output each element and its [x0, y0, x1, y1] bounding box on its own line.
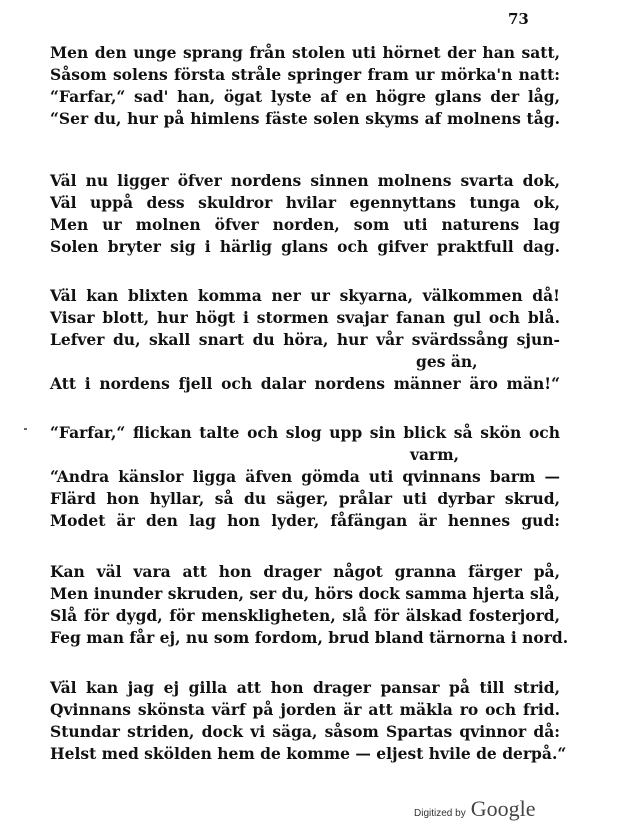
- stanza: [50, 285, 560, 395]
- verse-line: “Farfar,“ flickan talte och slog upp sin blick så skön och: [50, 423, 560, 442]
- verse-line: Qvinnans skönsta värf på jorden är att mäkla ro och frid.: [50, 700, 560, 719]
- verse-line: “Andra känslor ligga äfven gömda uti qvinnans barm —: [50, 467, 560, 486]
- verse-line-continuation: varm,: [410, 445, 460, 464]
- verse-line: Men den unge sprang från stolen uti hörnet der han satt,: [50, 43, 560, 62]
- verse-line: Men ur molnen öfver norden, som uti naturens lag: [50, 215, 560, 234]
- stanza: [50, 677, 567, 765]
- digitized-by-footer: [414, 796, 535, 822]
- verse-line: “Farfar,“ sad' han, ögat lyste af en högre glans der låg,: [50, 87, 560, 106]
- google-logo: Google: [470, 796, 536, 821]
- stanza: [50, 170, 560, 258]
- verse-line: Stundar striden, dock vi säga, såsom Spartas qvinnor då:: [50, 722, 560, 741]
- verse-line: Väl kan blixten komma ner ur skyarna, välkommen då!: [50, 286, 560, 305]
- verse-line: Modet är den lag hon lyder, fåfängan är hennes gud:: [50, 511, 560, 530]
- verse-line: Väl nu ligger öfver nordens sinnen molnens svarta dok,: [50, 171, 560, 190]
- verse-line-continuation: ges än,: [416, 352, 478, 371]
- verse-line: Feg man får ej, nu som fordom, brud bland tärnorna i nord.: [50, 628, 569, 647]
- stanza: [50, 42, 560, 130]
- verse-line: Solen bryter sig i härlig glans och gifver praktfull dag.: [50, 237, 560, 256]
- verse-line: Väl kan jag ej gilla att hon drager pansar på till strid,: [50, 678, 560, 697]
- verse-line: Men inunder skruden, ser du, hörs dock samma hjerta slå,: [50, 584, 560, 603]
- digitized-label: Digitized by: [414, 808, 466, 819]
- verse-line: Väl uppå dess skuldror hvilar egennyttans tunga ok,: [50, 193, 560, 212]
- stanza: [50, 561, 569, 649]
- margin-mark: [24, 428, 27, 430]
- verse-line: Att i nordens fjell och dalar nordens männer äro män!“: [50, 374, 560, 393]
- verse-line: Kan väl vara att hon drager något granna färger på,: [50, 562, 560, 581]
- verse-line: Flärd hon hyllar, så du säger, prålar uti dyrbar skrud,: [50, 489, 560, 508]
- verse-line: Visar blott, hur högt i stormen svajar fanan gul och blå.: [50, 308, 560, 327]
- verse-line: Helst med skölden hem de komme — eljest hvile de derpå.“: [50, 744, 567, 763]
- verse-line: Slå för dygd, för menskligheten, slå för älskad fosterjord,: [50, 606, 560, 625]
- verse-line: “Ser du, hur på himlens fäste solen skyms af molnens tåg.: [50, 109, 560, 128]
- verse-line: Såsom solens första stråle springer fram ur mörka'n natt:: [50, 65, 560, 84]
- page-number: 73: [508, 10, 529, 28]
- verse-line: Lefver du, skall snart du höra, hur vår svärdssång sjun-: [50, 330, 560, 349]
- stanza: [50, 422, 560, 532]
